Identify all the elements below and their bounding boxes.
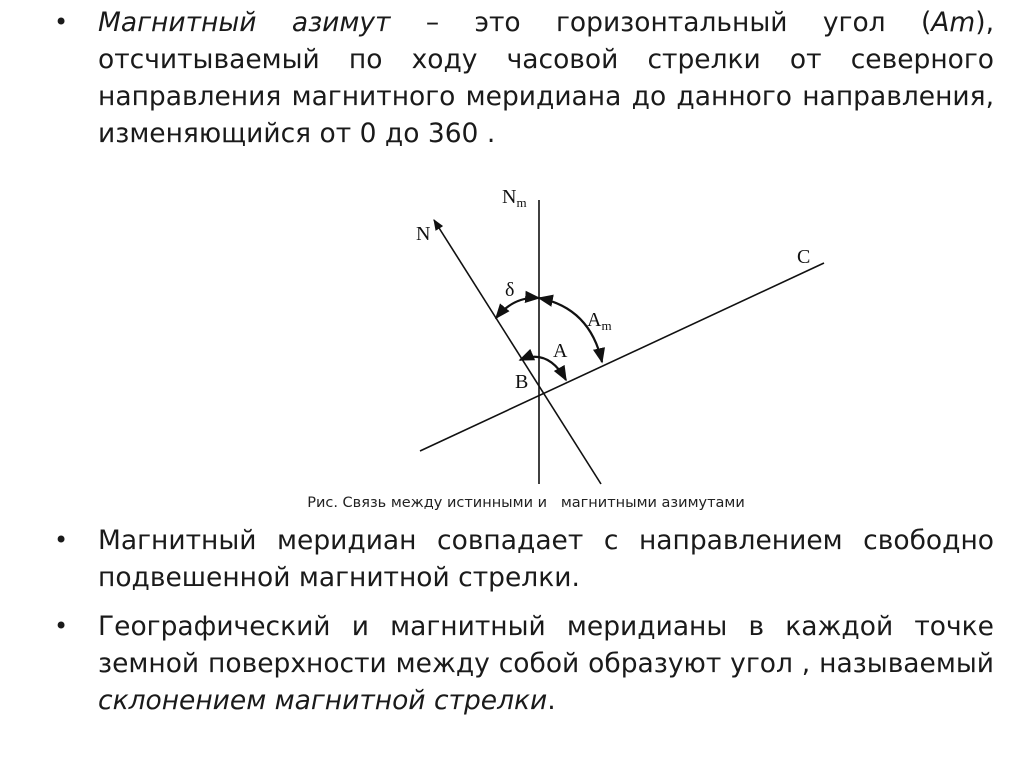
bullet-dot: • xyxy=(54,612,69,640)
declination-end: . xyxy=(547,685,556,716)
bullet-dot: • xyxy=(54,526,69,554)
label-point-b: B xyxy=(515,371,529,393)
true-meridian-line xyxy=(434,220,601,484)
declination-arc xyxy=(496,298,539,318)
bullet-declination xyxy=(54,608,994,719)
definition-rest: ), отсчитываемый по ходу часовой стрелки от северного направления магнитного меридиана до данного направления, изменяющийся от 0 до 360 . xyxy=(98,7,994,149)
bullet-text: Магнитный меридиан совпадает с направлением свободно подвешенной магнитной стрелки. xyxy=(98,525,994,593)
bullet-dot: • xyxy=(54,8,69,36)
term-magnetic-azimuth: Магнитный азимут xyxy=(98,7,391,38)
label-n-true: N xyxy=(416,223,431,245)
symbol-am: Am xyxy=(931,7,976,38)
figure-caption: Рис. Связь между истинными и магнитными азимутами xyxy=(307,495,745,511)
bullet-magnetic-meridian xyxy=(54,522,994,596)
direction-line-bc xyxy=(420,263,824,451)
bullet-text xyxy=(98,608,994,719)
definition-part: – это горизонтальный угол ( xyxy=(390,7,932,38)
term-declination: склонением магнитной стрелки xyxy=(98,685,548,716)
azimuth-diagram xyxy=(400,182,840,486)
bullet-magnetic-azimuth xyxy=(54,4,994,152)
label-a-true: A xyxy=(553,340,568,362)
label-direction-c: C xyxy=(797,246,811,268)
label-a-magnetic: $A_m$ xyxy=(587,309,612,333)
label-delta: δ xyxy=(505,279,515,301)
declination-text: Географический и магнитный меридианы в каждой точке земной поверхности между собой образуют угол , называемый xyxy=(98,611,994,679)
label-n-magnetic: $N_m$ xyxy=(502,186,527,210)
bullet-text xyxy=(98,4,994,152)
